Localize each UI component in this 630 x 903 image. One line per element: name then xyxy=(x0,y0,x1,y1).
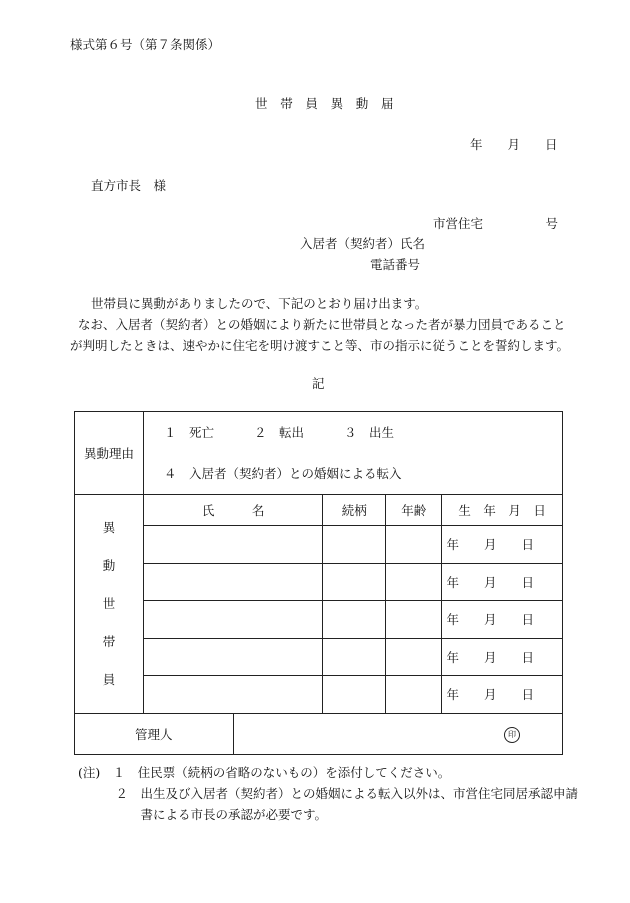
manager-label: 管理人 xyxy=(75,713,234,754)
reason-options xyxy=(144,412,563,495)
housing-number-line: 市営住宅 号 xyxy=(433,216,559,231)
member-relation-cell[interactable] xyxy=(323,676,386,714)
member-dob-cell[interactable]: 年 月 日 xyxy=(442,563,563,601)
addressee: 直方市長 様 xyxy=(91,178,167,193)
phone-number-line: 電話番号 xyxy=(370,257,421,272)
member-age-cell[interactable] xyxy=(386,676,442,714)
manager-signature-cell[interactable] xyxy=(233,713,562,754)
ki-heading: 記 xyxy=(312,376,325,391)
declaration-paragraph-2: なお、入居者（契約者）との婚姻により新たに世帯員となった者が暴力団員であること xyxy=(78,317,566,332)
header-age: 年齢 xyxy=(386,495,442,526)
notes xyxy=(78,762,578,825)
member-age-cell[interactable] xyxy=(386,526,442,564)
reason-option-birth[interactable]: ３ 出生 xyxy=(344,425,395,440)
form-number: 様式第６号（第７条関係） xyxy=(70,37,221,52)
member-name-cell[interactable] xyxy=(144,638,323,676)
record-table xyxy=(74,411,563,755)
table-row xyxy=(75,676,563,714)
table-row xyxy=(75,563,563,601)
document-title: 世 帯 員 異 動 届 xyxy=(255,96,394,111)
seal-mark: 印 xyxy=(504,727,520,743)
table-row xyxy=(75,526,563,564)
member-dob-cell[interactable]: 年 月 日 xyxy=(442,526,563,564)
member-dob-cell[interactable]: 年 月 日 xyxy=(442,601,563,639)
member-name-cell[interactable] xyxy=(144,676,323,714)
date-line: 年 月 日 xyxy=(470,137,558,152)
header-name: 氏 名 xyxy=(144,495,323,526)
resident-name-line: 入居者（契約者）氏名 xyxy=(300,236,426,251)
member-dob-cell[interactable]: 年 月 日 xyxy=(442,638,563,676)
manager-row xyxy=(75,713,563,754)
member-age-cell[interactable] xyxy=(386,563,442,601)
note-2: ２ 出生及び入居者（契約者）との婚姻による転入以外は、市営住宅同居承認申請 xyxy=(78,786,579,801)
member-age-cell[interactable] xyxy=(386,638,442,676)
declaration-paragraph-1: 世帯員に異動がありましたので、下記のとおり届け出ます。 xyxy=(91,296,428,311)
member-age-cell[interactable] xyxy=(386,601,442,639)
member-name-cell[interactable] xyxy=(144,563,323,601)
reason-option-marriage[interactable]: ４ 入居者（契約者）との婚姻による転入 xyxy=(164,466,402,481)
table-row xyxy=(75,601,563,639)
header-dob: 生 年 月 日 xyxy=(442,495,563,526)
member-name-cell[interactable] xyxy=(144,526,323,564)
note-1: (注) １ 住民票（続柄の省略のないもの）を添付してください。 xyxy=(78,765,451,780)
table-row xyxy=(75,638,563,676)
member-relation-cell[interactable] xyxy=(323,563,386,601)
header-relation: 続柄 xyxy=(323,495,386,526)
reason-row xyxy=(75,412,563,495)
member-header-row xyxy=(75,495,563,526)
member-relation-cell[interactable] xyxy=(323,601,386,639)
member-relation-cell[interactable] xyxy=(323,638,386,676)
reason-option-death[interactable]: １ 死亡 xyxy=(164,425,215,440)
reason-label: 異動理由 xyxy=(75,412,144,495)
note-3: 書による市長の承認が必要です。 xyxy=(78,807,328,822)
member-dob-cell[interactable]: 年 月 日 xyxy=(442,676,563,714)
members-vertical-label: 異 動 世 帯 員 xyxy=(75,495,144,714)
member-name-cell[interactable] xyxy=(144,601,323,639)
member-relation-cell[interactable] xyxy=(323,526,386,564)
declaration-paragraph-3: が判明したときは、速やかに住宅を明け渡すこと等、市の指示に従うことを誓約します。 xyxy=(70,338,570,353)
reason-option-moveout[interactable]: ２ 転出 xyxy=(254,425,305,440)
